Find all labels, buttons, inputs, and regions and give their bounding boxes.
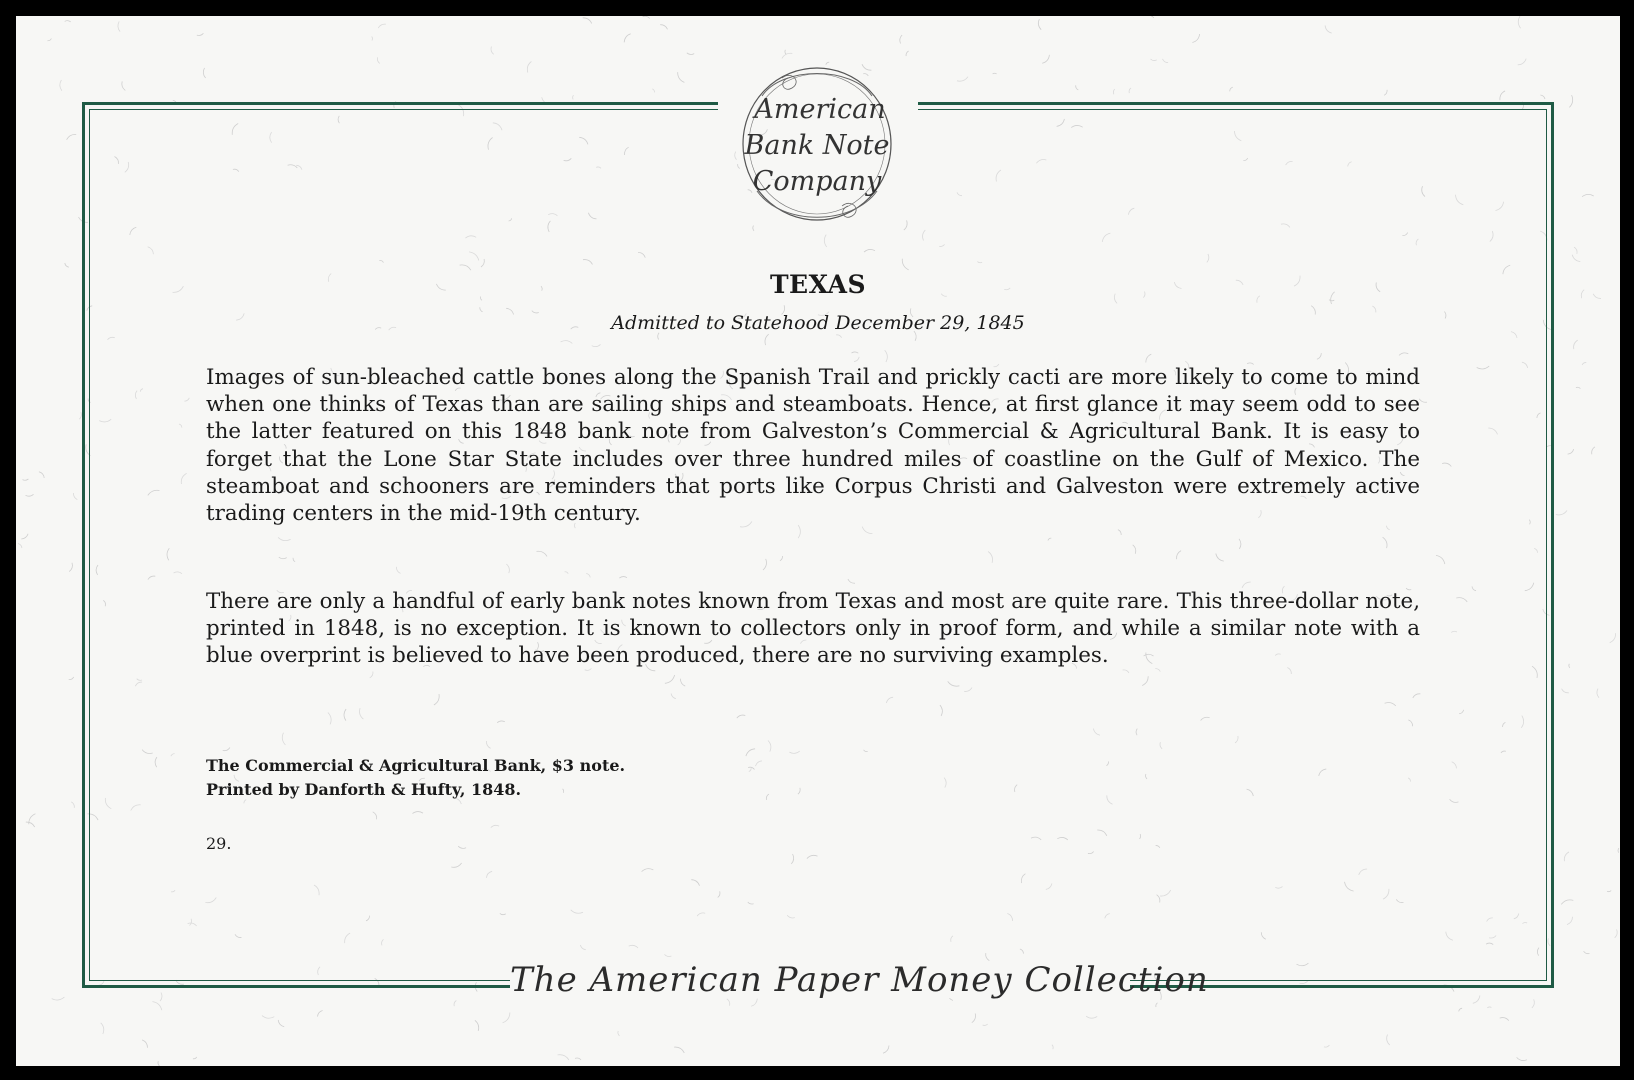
paper-fiber: [26, 822, 35, 827]
body-paragraph-1: Images of sun-bleached cattle bones along the Spanish Trail and prickly cacti are more likely to come to mind when one thinks of Texas than are sailing ships and steamboats. Hence, at first glance it may seem odd to see the latter featured on this 1848 bank note from Galveston’s Commercial & Agricultural Bank. It is easy to forget that the Lone Star State includes over three hundred miles of coastline on the Gulf of Mexico. The steamboat and schooners are reminders that ports like Corpus Christi and Galveston were extremely active trading centers in the mid-19th century.: [206, 365, 1420, 527]
page-subtitle: Admitted to Statehood December 29, 1845: [611, 312, 1025, 334]
paper-fiber: [1500, 91, 1505, 100]
paper-fiber: [660, 25, 667, 30]
body-paragraph-2: There are only a handful of early bank notes known from Texas and most are quite rare. This three-dollar note, printed in 1848, is no exception. It is known to collectors only in proof form, and while a similar note with a blue overprint is believed to have been produced, there are no surviving examples.: [206, 589, 1420, 669]
paper-fiber: [101, 1023, 104, 1034]
paper-fiber: [1592, 447, 1595, 455]
paper-fiber: [122, 81, 125, 90]
paper-fiber: [1325, 25, 1332, 33]
paper-fiber: [678, 72, 685, 82]
paper-fiber: [1038, 19, 1041, 30]
paper-fiber: [48, 39, 52, 41]
paper-fiber: [1518, 16, 1520, 28]
paper-fiber: [203, 68, 205, 78]
paper-fiber: [39, 472, 44, 478]
paper-fiber: [575, 1058, 581, 1060]
paper-fiber: [152, 1002, 161, 1011]
paper-fiber: [1618, 848, 1619, 853]
paper-fiber: [1610, 633, 1616, 643]
paper-fiber: [377, 57, 379, 63]
paper-fiber: [558, 1055, 569, 1060]
paper-fiber: [1572, 255, 1580, 262]
paper-fiber: [1532, 999, 1534, 1008]
paper-fiber: [67, 135, 77, 140]
certificate-page: [16, 16, 1620, 1066]
logo-line-1: American: [754, 94, 886, 125]
paper-fiber: [1556, 511, 1567, 515]
paper-fiber: [1151, 59, 1157, 61]
paper-fiber: [1582, 363, 1586, 365]
paper-fiber: [1576, 387, 1581, 388]
paper-fiber: [1459, 1008, 1462, 1011]
paper-fiber: [318, 1011, 323, 1017]
paper-fiber: [21, 534, 28, 539]
frame-inner-border: [89, 109, 1547, 981]
paper-fiber: [197, 33, 204, 35]
paper-fiber: [1582, 194, 1594, 196]
paper-fiber: [643, 16, 650, 18]
paper-fiber: [262, 1016, 274, 1019]
paper-fiber: [1574, 340, 1578, 349]
paper-fiber: [993, 73, 997, 74]
paper-fiber: [1562, 689, 1569, 693]
paper-fiber: [1518, 59, 1527, 65]
paper-fiber: [1597, 689, 1599, 698]
paper-fiber: [687, 53, 694, 55]
footer-collection-title: The American Paper Money Collection: [510, 960, 1209, 1000]
paper-fiber: [503, 1013, 510, 1023]
paper-fiber: [158, 1061, 160, 1066]
paper-fiber: [983, 1024, 988, 1025]
paper-fiber: [674, 1047, 684, 1053]
paper-fiber: [618, 1031, 620, 1036]
paper-fiber: [1129, 88, 1131, 93]
paper-fiber: [1574, 247, 1577, 254]
paper-fiber: [23, 479, 29, 480]
paper-fiber: [1156, 1003, 1158, 1007]
paper-fiber: [1517, 1057, 1527, 1060]
paper-fiber: [118, 21, 120, 31]
paper-fiber: [1076, 85, 1079, 90]
paper-fiber: [372, 37, 373, 41]
paper-fiber: [193, 1057, 197, 1059]
paper-fiber: [1384, 90, 1387, 96]
paper-fiber: [60, 80, 62, 91]
paper-fiber: [1387, 1035, 1390, 1046]
paper-fiber: [26, 494, 34, 496]
paper-fiber: [1163, 59, 1169, 63]
caption-line-2: Printed by Danforth & Hufty, 1848.: [206, 780, 522, 799]
paper-fiber: [18, 544, 22, 549]
paper-fiber: [278, 1020, 284, 1027]
page-title: TEXAS: [769, 270, 867, 299]
paper-fiber: [1540, 95, 1545, 99]
paper-fiber: [624, 34, 631, 43]
paper-fiber: [1569, 664, 1570, 668]
paper-fiber: [1086, 1016, 1097, 1018]
paper-fiber: [1042, 55, 1049, 64]
paper-fiber: [1564, 852, 1569, 861]
paper-fiber: [1052, 1045, 1053, 1050]
paper-fiber: [1230, 87, 1233, 91]
paper-fiber: [883, 1046, 889, 1054]
paper-fiber: [1192, 34, 1199, 43]
paper-fiber: [160, 993, 162, 1002]
logo-line-2: Bank Note: [744, 130, 890, 161]
paper-fiber: [69, 677, 74, 680]
paper-fiber: [491, 47, 494, 55]
paper-fiber: [1567, 917, 1573, 925]
paper-fiber: [785, 50, 786, 54]
american-bank-note-company-logo: [722, 56, 912, 226]
paper-fiber: [573, 95, 574, 99]
paper-fiber: [1487, 1007, 1491, 1008]
paper-fiber: [1500, 1018, 1509, 1021]
paper-fiber: [1324, 1045, 1329, 1047]
paper-fiber: [527, 62, 531, 73]
paper-fiber: [1143, 16, 1154, 18]
paper-fiber: [73, 493, 77, 500]
paper-fiber: [1615, 929, 1618, 937]
paper-fiber: [1569, 95, 1572, 107]
paper-fiber: [71, 802, 74, 808]
paper-fiber: [454, 1001, 456, 1007]
page-number: 29.: [206, 834, 232, 853]
paper-fiber: [1113, 89, 1114, 94]
paper-fiber: [1607, 891, 1611, 892]
logo-line-3: Company: [752, 166, 882, 197]
paper-fiber: [69, 563, 72, 572]
paper-fiber: [1568, 449, 1574, 454]
paper-fiber: [583, 18, 592, 24]
paper-fiber: [475, 1020, 479, 1031]
paper-fiber: [142, 1040, 147, 1048]
paper-fiber: [52, 997, 65, 1000]
paper-fiber: [1473, 995, 1480, 1003]
paper-fiber: [972, 1014, 976, 1023]
paper-fiber: [652, 89, 654, 93]
paper-fiber: [1584, 951, 1590, 953]
paper-fiber: [378, 24, 386, 28]
caption-line-1: The Commercial & Agricultural Bank, $3 note.: [206, 756, 626, 775]
paper-fiber: [65, 263, 69, 267]
paper-fiber: [65, 21, 71, 22]
paper-fiber: [900, 35, 902, 44]
paper-fiber: [1561, 900, 1573, 905]
paper-fiber: [957, 77, 968, 81]
